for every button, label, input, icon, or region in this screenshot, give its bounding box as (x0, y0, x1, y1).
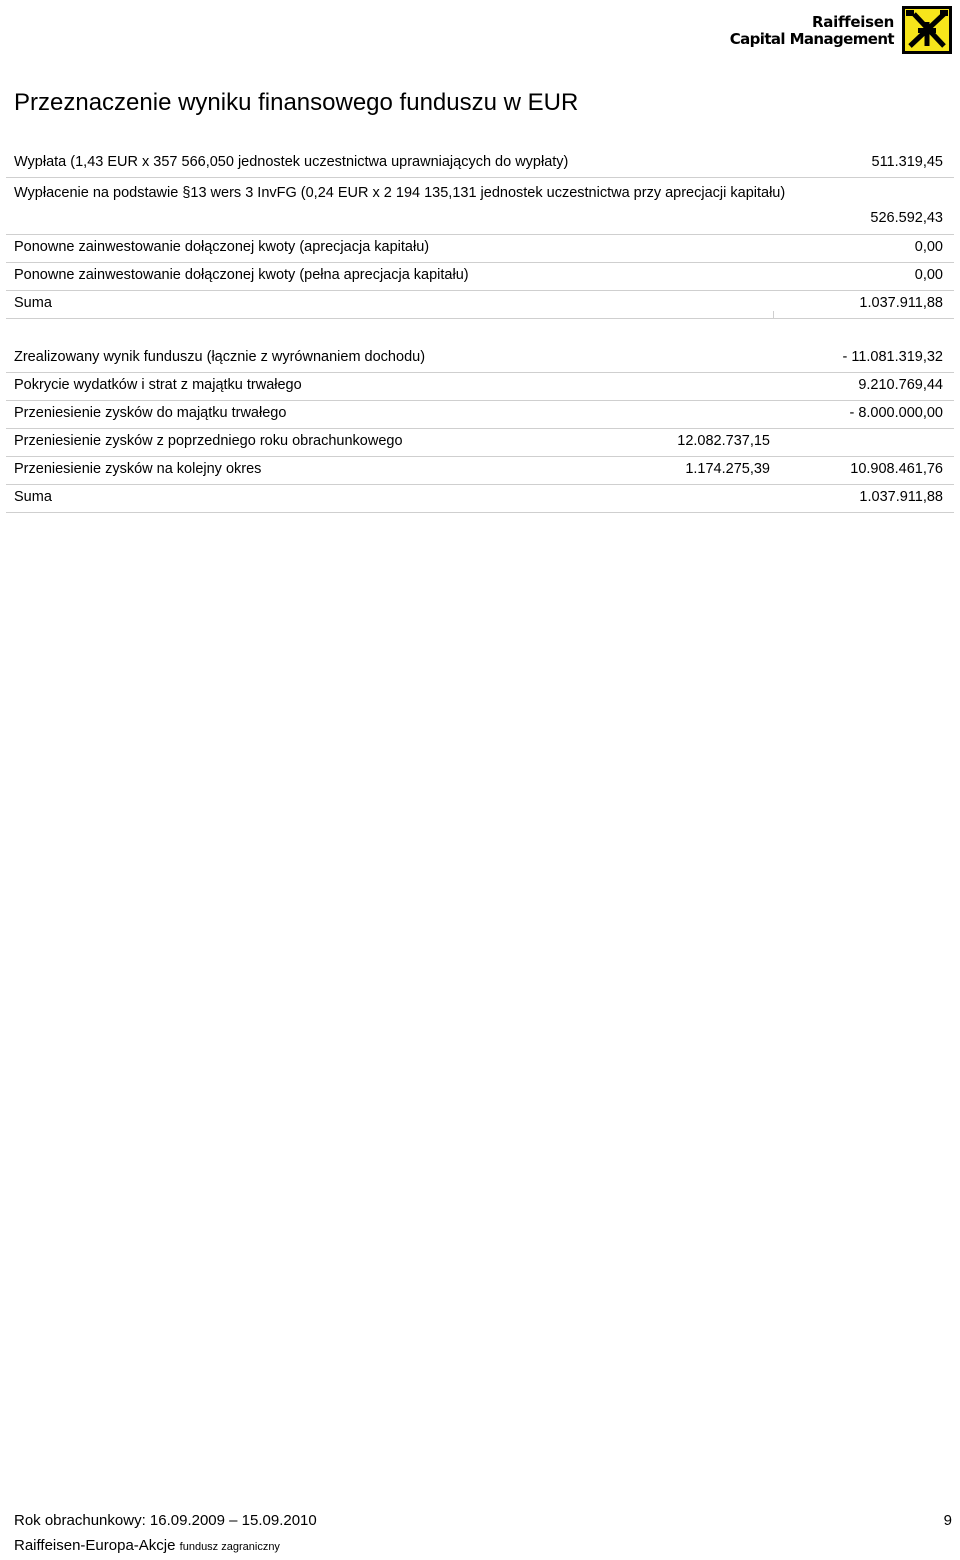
fiscal-year: Rok obrachunkowy: 16.09.2009 – 15.09.2010 (14, 1512, 317, 1529)
table-row (6, 150, 954, 178)
table-row (6, 401, 954, 429)
row-label: Suma (14, 295, 52, 311)
table-row (6, 457, 954, 485)
page-number: 9 (943, 1512, 952, 1529)
row-label: Suma (14, 489, 52, 505)
row-label: Ponowne zainwestowanie dołączonej kwoty (aprecjacja kapitału) (14, 239, 430, 255)
table-row-total (6, 485, 954, 513)
row-label: Przeniesienie zysków z poprzedniego roku obrachunkowego (14, 433, 403, 449)
row-value: 1.037.911,88 (859, 489, 943, 505)
row-value: 526.592,43 (870, 210, 943, 226)
row-value: 9.210.769,44 (858, 377, 943, 393)
table-row (6, 373, 954, 401)
table-row (6, 429, 954, 457)
result-table (6, 345, 954, 513)
page-footer (14, 1508, 317, 1560)
table-row (6, 345, 954, 373)
raiffeisen-gable-cross-icon (902, 6, 952, 54)
row-label: Przeniesienie zysków do majątku trwałego (14, 405, 287, 421)
row-value: 511.319,45 (871, 154, 943, 170)
logo-wordmark (728, 14, 894, 48)
fund-name: Raiffeisen-Europa-Akcje (14, 1537, 176, 1554)
fund-line (14, 1533, 317, 1560)
distribution-table (6, 150, 954, 319)
row-value: 0,00 (914, 267, 943, 283)
raiffeisen-logo (728, 6, 952, 54)
row-label: Wypłata (1,43 EUR x 357 566,050 jednostek uczestnictwa uprawniających do wypłaty) (14, 154, 569, 170)
table-row (6, 263, 954, 291)
fund-type: fundusz zagraniczny (179, 1541, 280, 1553)
table-row (6, 178, 954, 235)
row-subvalue: 12.082.737,15 (677, 433, 770, 449)
column-divider (773, 311, 774, 319)
row-value: 0,00 (914, 239, 943, 255)
row-value: 1.037.911,88 (859, 295, 943, 311)
row-value: - 8.000.000,00 (849, 405, 943, 421)
table-row (6, 235, 954, 263)
row-label: Pokrycie wydatków i strat z majątku trwałego (14, 377, 302, 393)
logo-line-2: Capital Management (729, 30, 894, 48)
table-row-total (6, 291, 954, 319)
row-subvalue: 1.174.275,39 (685, 461, 770, 477)
page-title: Przeznaczenie wyniku finansowego funduszu w EUR (14, 89, 579, 116)
row-value: 10.908.461,76 (850, 461, 943, 477)
row-label: Wypłacenie na podstawie §13 wers 3 InvFG (0,24 EUR x 2 194 135,131 jednostek uczestnictwa przy aprecjacji kapitału) (14, 185, 786, 201)
row-label: Przeniesienie zysków na kolejny okres (14, 461, 262, 477)
row-label: Zrealizowany wynik funduszu (łącznie z wyrównaniem dochodu) (14, 349, 426, 365)
row-label: Ponowne zainwestowanie dołączonej kwoty (pełna aprecjacja kapitału) (14, 267, 469, 283)
row-value: - 11.081.319,32 (842, 349, 943, 365)
logo-line-1: Raiffeisen (812, 13, 894, 31)
